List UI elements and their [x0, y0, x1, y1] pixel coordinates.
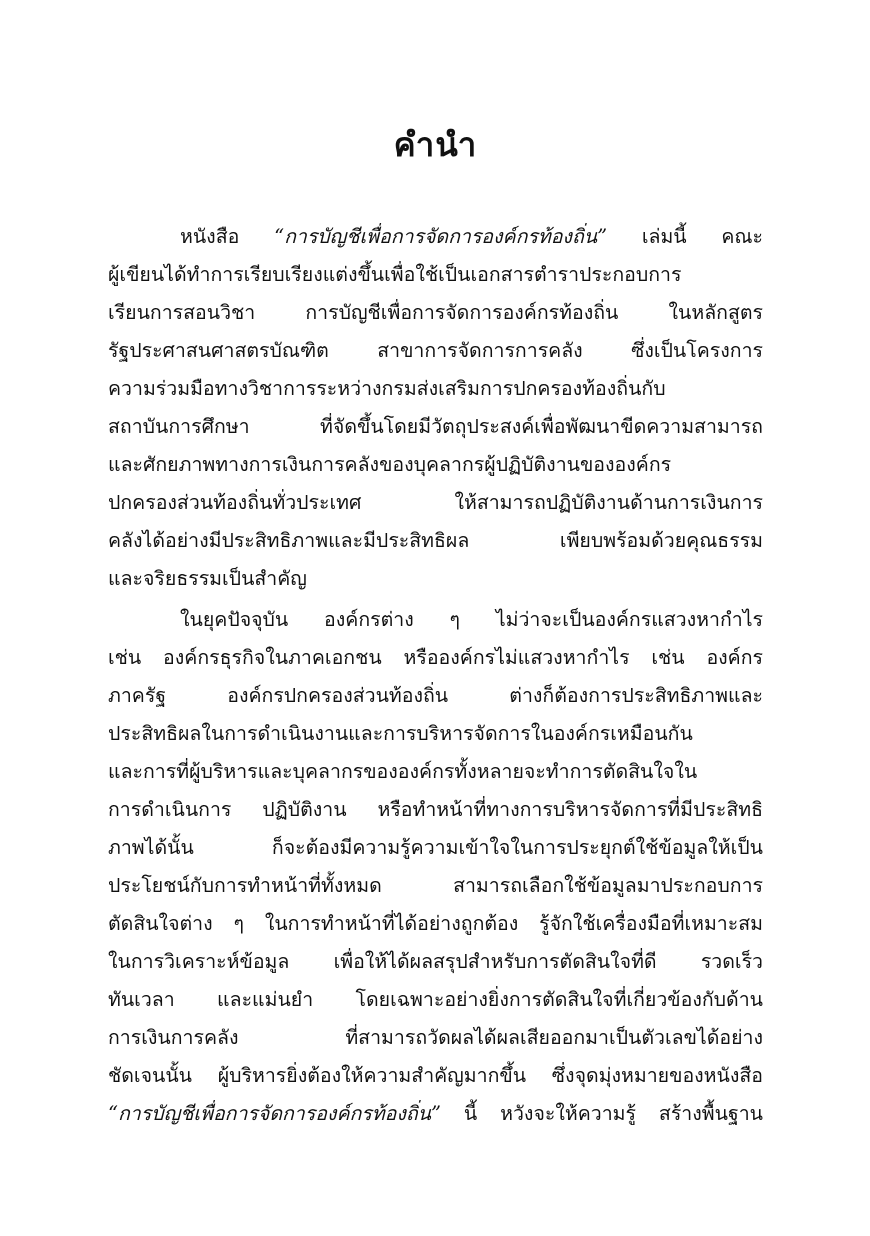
- paragraph-line: ประสิทธิผลในการดำเนินงานและการบริหารจัดการในองค์กรเหมือนกัน: [108, 722, 693, 745]
- line-text: เล่มนี้ คณะ: [607, 225, 763, 248]
- paragraph-line: เช่น องค์กรธุรกิจในภาคเอกชน หรือองค์กรไม่แสวงหากำไร เช่น องค์กร: [108, 646, 763, 669]
- paragraph-line: รัฐประศาสนศาสตรบัณฑิต สาขาการจัดการการคลัง ซึ่งเป็นโครงการ: [108, 339, 763, 362]
- paragraph-line: การเงินการคลัง ที่สามารถวัดผลได้ผลเสียออกมาเป็นตัวเลขได้อย่าง: [108, 1026, 763, 1049]
- book-title-italic: “การบัญชีเพื่อการจัดการองค์กรท้องถิ่น”: [108, 1102, 441, 1125]
- paragraph-line: เรียนการสอนวิชา การบัญชีเพื่อการจัดการองค์กรท้องถิ่น ในหลักสูตร: [108, 301, 763, 324]
- paragraph-line: และการที่ผู้บริหารและบุคลากรขององค์กรทั้งหลายจะทำการตัดสินใจใน: [108, 760, 698, 783]
- paragraph-line: สถาบันการศึกษา ที่จัดขึ้นโดยมีวัตถุประสงค์เพื่อพัฒนาขีดความสามารถ: [108, 415, 763, 438]
- paragraph-line: ชัดเจนนั้น ผู้บริหารยิ่งต้องให้ความสำคัญมากขึ้น ซึ่งจุดมุ่งหมายของหนังสือ: [108, 1064, 763, 1087]
- paragraph-line: และศักยภาพทางการเงินการคลังของบุคลากรผู้ปฏิบัติงานขององค์กร: [108, 453, 672, 476]
- paragraph-line: คลังได้อย่างมีประสิทธิภาพและมีประสิทธิผล เพียบพร้อมด้วยคุณธรรม: [108, 529, 763, 552]
- paragraph-line: ความร่วมมือทางวิชาการระหว่างกรมส่งเสริมการปกครองท้องถิ่นกับ: [108, 377, 666, 400]
- line-text: หนังสือ: [180, 225, 275, 248]
- paragraph-2: [108, 601, 763, 1133]
- paragraph-line: การดำเนินการ ปฏิบัติงาน หรือทำหน้าที่ทางการบริหารจัดการที่มีประสิทธิ: [108, 798, 763, 821]
- paragraph-line: [108, 1095, 763, 1133]
- paragraph-line: ประโยชน์กับการทำหน้าที่ทั้งหมด สามารถเลือกใช้ข้อมูลมาประกอบการ: [108, 874, 763, 897]
- paragraph-line: และจริยธรรมเป็นสำคัญ: [108, 567, 307, 590]
- paragraph-line: ในการวิเคราะห์ข้อมูล เพื่อให้ได้ผลสรุปสำหรับการตัดสินใจที่ดี รวดเร็ว: [108, 950, 763, 973]
- book-title-italic: “การบัญชีเพื่อการจัดการองค์กรท้องถิ่น”: [274, 225, 608, 248]
- page-title: คำนำ: [393, 125, 478, 164]
- paragraph-line: ปกครองส่วนท้องถิ่นทั่วประเทศ ให้สามารถปฏิบัติงานด้านการเงินการ: [108, 491, 763, 514]
- paragraph-line: ตัดสินใจต่าง ๆ ในการทำหน้าที่ได้อย่างถูกต้อง รู้จักใช้เครื่องมือที่เหมาะสม: [108, 912, 763, 935]
- paragraph-line: [108, 218, 763, 256]
- paragraph-line: ทันเวลา และแม่นยำ โดยเฉพาะอย่างยิ่งการตัดสินใจที่เกี่ยวข้องกับด้าน: [108, 988, 763, 1011]
- paragraph-line: ภาครัฐ องค์กรปกครองส่วนท้องถิ่น ต่างก็ต้องการประสิทธิภาพและ: [108, 684, 763, 707]
- paragraph-line: ในยุคปัจจุบัน องค์กรต่าง ๆ ไม่ว่าจะเป็นองค์กรแสวงหากำไร: [180, 608, 763, 631]
- line-text: นี้ หวังจะให้ความรู้ สร้างพื้นฐาน: [440, 1102, 763, 1125]
- paragraph-1: [108, 218, 763, 598]
- paragraph-line: ภาพได้นั้น ก็จะต้องมีความรู้ความเข้าใจในการประยุกต์ใช้ข้อมูลให้เป็น: [108, 836, 763, 859]
- paragraph-line: ผู้เขียนได้ทำการเรียบเรียงแต่งขึ้นเพื่อใช้เป็นเอกสารตำราประกอบการ: [108, 263, 682, 286]
